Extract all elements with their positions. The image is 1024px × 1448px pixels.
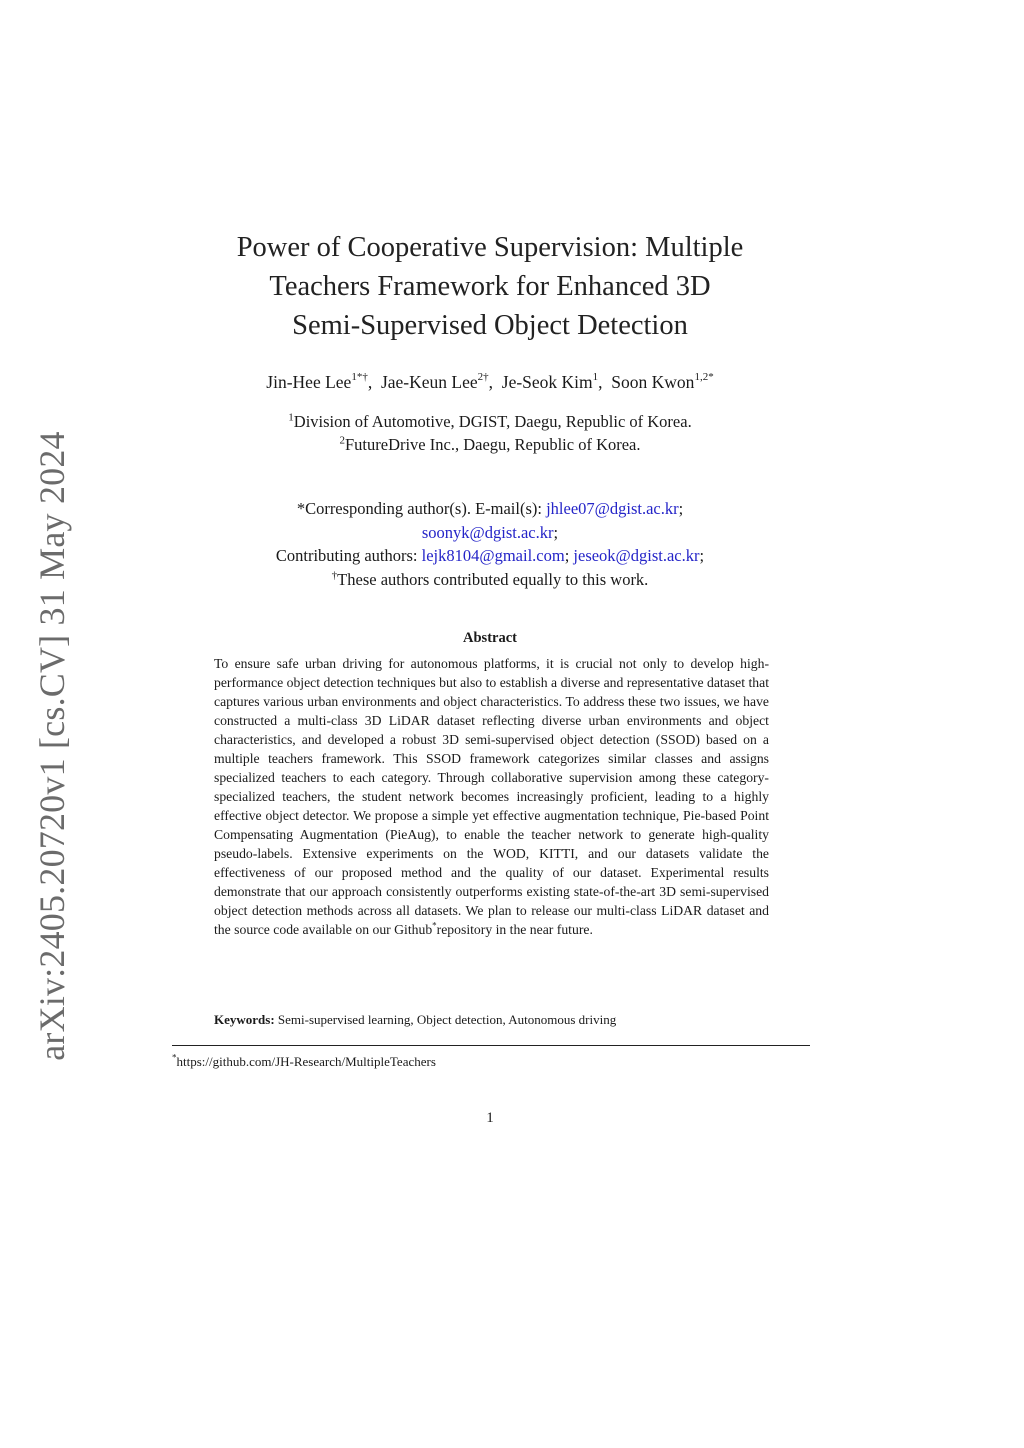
corresponding-label: *Corresponding author(s). E-mail(s): — [296, 499, 547, 518]
title-line: Power of Cooperative Supervision: Multiple — [236, 232, 744, 263]
corresponding-line — [160, 521, 820, 545]
keywords-text: Semi-supervised learning, Object detection, Autonomous driving — [277, 1012, 617, 1027]
email-link[interactable]: soonyk@dgist.ac.kr — [421, 522, 554, 542]
affiliation-text: Division of Automotive, DGIST, Daegu, Republic of Korea. — [293, 412, 692, 431]
affiliation-mark: 2 — [339, 434, 345, 447]
author-name: Jae-Keun Lee — [380, 372, 478, 392]
author-name: Jin-Hee Lee — [266, 372, 352, 392]
affiliation-line — [160, 433, 820, 456]
correspondence — [160, 497, 820, 591]
page-number: 1 — [486, 1110, 494, 1126]
author-mark: 2† — [477, 371, 489, 384]
footnote — [172, 1054, 436, 1070]
corresponding-line — [160, 497, 820, 521]
email-link[interactable]: jeseok@dgist.ac.kr — [573, 546, 700, 565]
email-link[interactable]: lejk8104@gmail.com — [421, 546, 565, 565]
footnote-mark: * — [172, 1052, 177, 1063]
affiliation-text: FutureDrive Inc., Daegu, Republic of Korea. — [344, 435, 641, 454]
author-list: Jin-Hee Lee$^{1*\dagger}$, Jae-Keun Lee$^{2\dagger}$, Je-Seok Kim$^1$, Soon Kwon$^{1,2*}$ — [266, 371, 714, 392]
keywords — [214, 1012, 814, 1028]
abstract-text: To ensure safe urban driving for autonomous platforms, it is crucial not only to develop high-performance object detection techniques but also to establish a diverse and representative dataset that captures various urban environments and object characteristics. To address these two issues, we have constructed a multi-class 3D LiDAR dataset reflecting diverse urban environments and object characteristics, and developed a robust 3D semi-supervised object detection (SSOD) based on a multiple teachers framework. This SSOD framework categorizes similar classes and assigns specialized teachers to each category. Through collaborative supervision among these category-specialized teachers, the student network becomes increasingly proficient, leading to a highly effective object detector. We propose a simple yet effective augmentation technique, Pie-based Point Compensating Augmentation (PieAug), to enable the teacher network to generate high-quality pseudo-labels. Extensive experiments on the WOD, KITTI, and our datasets validate the effectiveness of our proposed method and the quality of our dataset. Experimental results demonstrate that our approach consistently outperforms existing state-of-the-art 3D semi-supervised object detection methods across all datasets. We plan to release our multi-class LiDAR dataset and the source code available on our Github — [214, 656, 769, 937]
separator: ; — [564, 546, 570, 565]
contributing-label: Contributing authors: — [275, 546, 422, 565]
dagger-mark: † — [331, 569, 338, 581]
footnote-rule — [172, 1045, 810, 1046]
title-line: Teachers Framework for Enhanced 3D — [269, 271, 711, 302]
arxiv-stamp: arXiv:2405.20720v1 [cs.CV] 31 May 2024 — [32, 431, 72, 1061]
equal-contribution-note — [160, 568, 820, 592]
abstract-text-end: repository in the near future. — [436, 922, 593, 937]
contributing-line — [160, 544, 820, 568]
author-mark: 1*† — [351, 371, 368, 384]
separator: ; — [553, 522, 559, 542]
abstract-body — [214, 654, 769, 939]
affiliation-line — [160, 410, 820, 433]
equal-contribution-text: These authors contributed equally to this work. — [337, 569, 649, 589]
affiliation-mark: 1 — [288, 411, 294, 424]
email-link[interactable]: jhlee07@dgist.ac.kr — [546, 499, 679, 518]
title-line: Semi-Supervised Object Detection — [292, 310, 688, 341]
author-mark: 1 — [592, 371, 599, 384]
footnote-mark: * — [432, 920, 437, 931]
separator: ; — [699, 546, 705, 565]
footnote-link[interactable]: https://github.com/JH-Research/MultipleTeachers — [176, 1054, 436, 1069]
author-name: Je-Seok Kim — [501, 372, 593, 392]
separator: ; — [678, 499, 684, 518]
abstract-heading: Abstract — [463, 630, 517, 646]
keywords-label: Keywords: — [214, 1012, 275, 1027]
paper-title — [160, 228, 820, 345]
author-name: Soon Kwon — [611, 372, 695, 392]
author-mark: 1,2* — [694, 371, 714, 384]
affiliations — [160, 410, 820, 456]
